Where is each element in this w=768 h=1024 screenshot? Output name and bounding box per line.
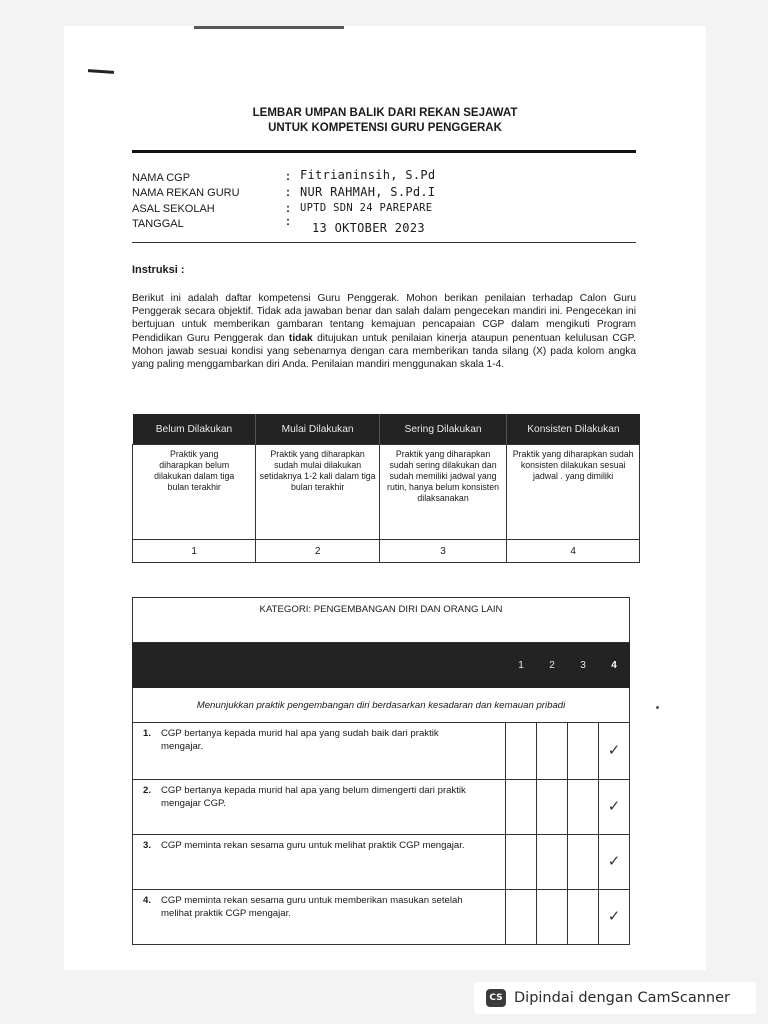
scale-description-4-text: Praktik yang diharapkan sudah konsisten dilakukan sesuai jadwal . yang dimiliki [512,449,634,481]
document-page [64,26,706,970]
field-value-nama-rekan-guru: NUR RAHMAH, S.Pd.I [300,185,436,199]
scale-description-1 [133,445,256,540]
item-text-cell [133,890,506,945]
field-colon: : [286,201,290,215]
field-value-asal-sekolah: UPTD SDN 24 PAREPARE [300,202,433,214]
field-label-asal-sekolah: ASAL SEKOLAH [132,203,215,215]
field-label-nama-rekan-guru: NAMA REKAN GURU [132,187,240,199]
category-subheading-row [133,688,630,723]
field-label-tanggal: TANGGAL [132,218,184,230]
scale-description-2-text: Praktik yang diharapkan sudah mulai dilakukan setidaknya 1-2 kali dalam tiga bulan terakhir [259,449,376,492]
scan-edge-line [194,26,344,29]
score-box-4[interactable] [599,780,630,835]
score-box-1[interactable] [506,723,537,780]
title-line-1: LEMBAR UMPAN BALIK DARI REKAN SEJAWAT [252,107,518,119]
item-row [133,780,630,835]
score-box-3[interactable] [568,780,599,835]
item-row [133,723,630,780]
scale-number-2: 2 [256,540,379,563]
scale-header-row [133,414,640,445]
field-colon: : [286,169,290,183]
scale-number-1: 1 [133,540,256,563]
scale-description-2 [256,445,379,540]
camscanner-label: Dipindai dengan CamScanner [514,990,731,1006]
score-header-4: 4 [599,643,630,688]
category-title-row [133,598,630,643]
field-label-nama-cgp: NAMA CGP [132,172,191,184]
camscanner-watermark [474,982,756,1014]
score-box-4[interactable] [599,890,630,945]
instructions-text-part-2: ditujukan untuk penilaian kinerja ataupun penentuan kelulusan CGP. Mohon jawab sesuai kondisi yang sebenarnya dengan cara memberikan tanda silang (X) pada kolom angka yang paling menggambarkan diri Anda. Penilaian mandiri menggunakan skala 1-4. [132,332,636,371]
scale-number-3: 3 [379,540,506,563]
instructions-heading: Instruksi : [132,264,185,276]
score-box-2[interactable] [537,723,568,780]
score-box-1[interactable] [506,890,537,945]
scale-number-4: 4 [507,540,640,563]
check-mark-icon: ✓ [607,906,621,925]
item-text: CGP bertanya kepada murid hal apa yang belum dimengerti dari praktik mengajar CGP. [161,785,466,809]
score-box-3[interactable] [568,890,599,945]
check-mark-icon: ✓ [607,740,621,759]
item-number: 2. [143,785,152,796]
check-mark-icon: ✓ [607,796,621,815]
score-box-2[interactable] [537,890,568,945]
category-table [132,597,630,945]
scale-header-2: Mulai Dilakukan [256,414,379,445]
item-number: 4. [143,895,152,906]
scale-header-1: Belum Dilakukan [133,414,256,445]
score-box-2[interactable] [537,780,568,835]
item-row [133,835,630,890]
item-text: CGP bertanya kepada murid hal apa yang sudah baik dari praktik mengajar. [161,728,439,752]
category-title: KATEGORI: PENGEMBANGAN DIRI DAN ORANG LAIN [133,598,630,643]
instructions-text-part-1: Berikut ini adalah daftar kompetensi Guru Penggerak. Mohon berikan penilaian terhadap Calon Guru Penggerak secara objektif. Tidak ada jawaban benar dan salah dalam pengecekan mandiri ini. Pengecekan ini bertujuan untuk memberikan gambaran tentang kemajuan pencapaian CGP dalam mengikuti Program Pendidikan Guru Penggerak dan [132,293,636,344]
instructions-text [132,292,636,371]
field-colon: : [286,214,290,228]
category-subheading: Menunjukkan praktik pengembangan diri berdasarkan kesadaran dan kemauan pribadi [133,688,630,723]
item-text: CGP meminta rekan sesama guru untuk memberikan masukan setelah melihat praktik CGP mengajar. [161,895,463,919]
score-header-3: 3 [568,643,599,688]
scale-description-3-text: Praktik yang diharapkan sudah sering dilakukan dan sudah memiliki jadwal yang rutin, hanya belum konsisten dilaksanakan [387,449,500,503]
header-rule-bottom [132,242,636,243]
score-box-3[interactable] [568,835,599,890]
field-value-nama-cgp: Fitrianinsih, S.Pd [300,168,436,182]
score-box-4[interactable] [599,835,630,890]
item-text: CGP meminta rekan sesama guru untuk melihat praktik CGP mengajar. [161,840,465,851]
check-mark-icon: ✓ [607,851,621,870]
item-row [133,890,630,945]
field-value-tanggal: 13 OKTOBER 2023 [312,221,425,235]
document-title [64,106,706,136]
scan-speck [656,706,659,709]
item-text-cell [133,835,506,890]
item-text-cell [133,723,506,780]
field-colon: : [286,185,290,199]
category-header-blank [133,643,506,688]
header-rule-top [132,150,636,153]
item-text-cell [133,780,506,835]
scale-description-row [133,445,640,540]
scale-header-4: Konsisten Dilakukan [507,414,640,445]
score-box-2[interactable] [537,835,568,890]
score-box-3[interactable] [568,723,599,780]
scale-header-3: Sering Dilakukan [379,414,506,445]
instructions-bold-word: tidak [288,332,313,344]
score-header-2: 2 [537,643,568,688]
scan-edge-mark [88,69,114,74]
score-box-4[interactable] [599,723,630,780]
item-number: 1. [143,728,152,739]
category-score-header-row [133,643,630,688]
scale-description-3 [379,445,506,540]
score-header-1: 1 [506,643,537,688]
camscanner-logo-icon: CS [486,989,506,1007]
score-box-1[interactable] [506,835,537,890]
scale-number-row [133,540,640,563]
scale-table [132,414,640,563]
scale-description-4 [507,445,640,540]
item-number: 3. [143,840,152,851]
score-box-1[interactable] [506,780,537,835]
scale-description-1-text: Praktik yang diharapkan belum dilakukan dalam tiga bulan terakhir [154,449,235,492]
title-line-2: UNTUK KOMPETENSI GURU PENGGERAK [268,122,502,134]
